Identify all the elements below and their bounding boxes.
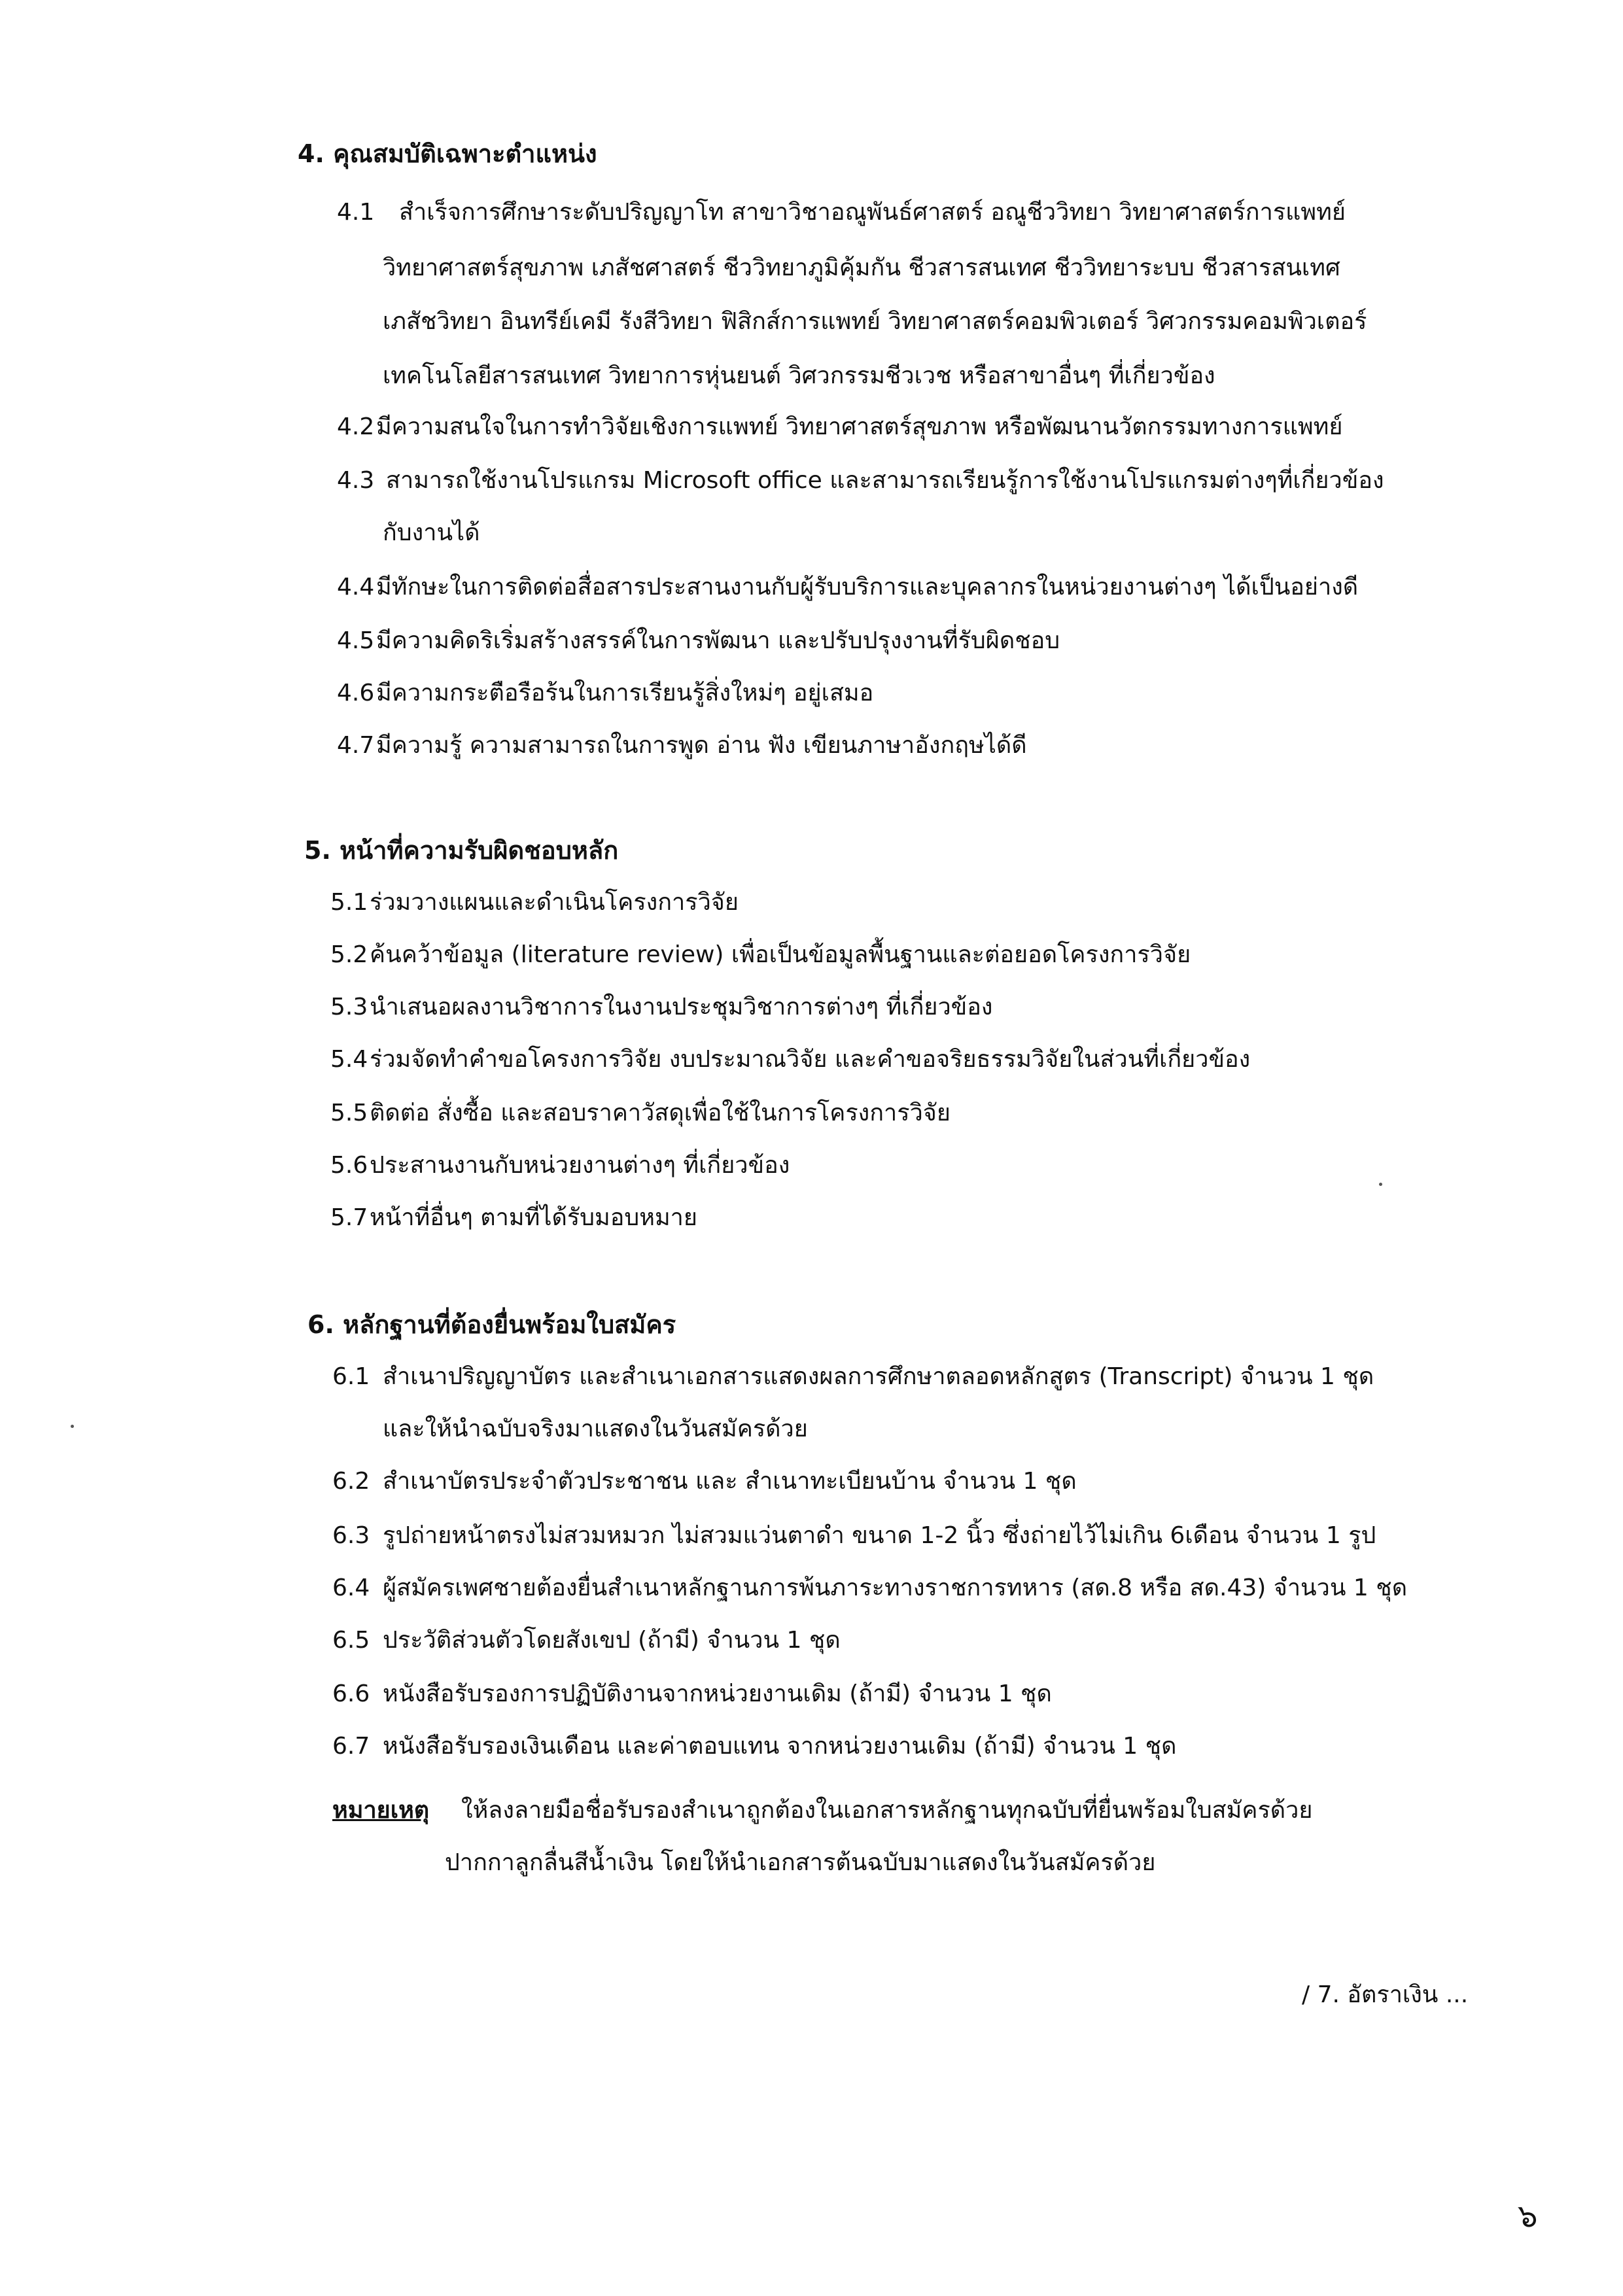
item-4-7-text: มีความรู้ ความสามารถในการพูด อ่าน ฟัง เขียนภาษาอังกฤษได้ดี: [376, 732, 1027, 759]
item-4-1-line-3: เภสัชวิทยา อินทรีย์เคมี รังสีวิทยา ฟิสิกส์การแพทย์ วิทยาศาสตร์คอมพิวเตอร์ วิศวกรรมคอมพิวเตอร์: [383, 308, 1367, 335]
scan-speck: [1379, 1183, 1382, 1186]
item-6-2-number: 6.2: [332, 1468, 370, 1495]
section-6-heading: 6. หลักฐานที่ต้องยื่นพร้อมใบสมัคร: [307, 1310, 676, 1339]
item-6-7-number: 6.7: [332, 1733, 370, 1760]
item-4-6-text: มีความกระตือรือร้นในการเรียนรู้สิ่งใหม่ๆ อยู่เสมอ: [376, 680, 874, 706]
item-4-5-text: มีความคิดริเริ่มสร้างสรรค์ในการพัฒนา และปรับปรุงงานที่รับผิดชอบ: [376, 627, 1060, 654]
continuation-text: / 7. อัตราเงิน ...: [1302, 1981, 1469, 2008]
item-4-2-text: มีความสนใจในการทำวิจัยเชิงการแพทย์ วิทยาศาสตร์สุขภาพ หรือพัฒนานวัตกรรมทางการแพทย์: [376, 413, 1343, 440]
item-5-7-number: 5.7: [330, 1204, 368, 1231]
item-5-5-text: ติดต่อ สั่งซื้อ และสอบราคาวัสดุเพื่อใช้ในการโครงการวิจัย: [370, 1100, 951, 1126]
item-4-3-number: 4.3: [337, 467, 375, 494]
item-4-3-line-1: สามารถใช้งานโปรแกรม Microsoft office และสามารถเรียนรู้การใช้งานโปรแกรมต่างๆที่เกี่ยวข้อง: [386, 467, 1384, 494]
item-6-1-line-2: และให้นำฉบับจริงมาแสดงในวันสมัครด้วย: [383, 1416, 808, 1442]
note-line-1: ให้ลงลายมือชื่อรับรองสำเนาถูกต้องในเอกสารหลักฐานทุกฉบับที่ยื่นพร้อมใบสมัครด้วย: [461, 1797, 1313, 1824]
item-5-3-text: นำเสนอผลงานวิชาการในงานประชุมวิชาการต่างๆ ที่เกี่ยวข้อง: [370, 994, 993, 1020]
item-5-3-number: 5.3: [330, 994, 368, 1020]
item-4-5-number: 4.5: [337, 627, 375, 654]
item-6-5-text: ประวัติส่วนตัวโดยสังเขป (ถ้ามี) จำนวน 1 ชุด: [383, 1627, 841, 1654]
item-6-6-number: 6.6: [332, 1680, 370, 1707]
item-4-1-number: 4.1: [337, 199, 375, 226]
item-5-7-text: หน้าที่อื่นๆ ตามที่ได้รับมอบหมาย: [370, 1204, 697, 1231]
item-6-4-number: 6.4: [332, 1574, 370, 1601]
item-6-6-text: หนังสือรับรองการปฏิบัติงานจากหน่วยงานเดิม (ถ้ามี) จำนวน 1 ชุด: [383, 1680, 1052, 1707]
item-4-7-number: 4.7: [337, 732, 375, 759]
item-4-6-number: 4.6: [337, 680, 375, 706]
item-4-1-line-2: วิทยาศาสตร์สุขภาพ เภสัชศาสตร์ ชีววิทยาภูมิคุ้มกัน ชีวสารสนเทศ ชีววิทยาระบบ ชีวสารสนเทศ: [383, 254, 1340, 281]
item-4-2-number: 4.2: [337, 413, 375, 440]
item-4-3-line-2: กับงานได้: [383, 519, 480, 546]
note-label: หมายเหตุ: [332, 1797, 430, 1824]
item-5-4-number: 5.4: [330, 1046, 368, 1073]
item-6-7-text: หนังสือรับรองเงินเดือน และค่าตอบแทน จากหน่วยงานเดิม (ถ้ามี) จำนวน 1 ชุด: [383, 1733, 1177, 1760]
page-number-mark: ๖: [1518, 2198, 1538, 2235]
item-4-1-line-1: สำเร็จการศึกษาระดับปริญญาโท สาขาวิชาอณูพันธ์ศาสตร์ อณูชีววิทยา วิทยาศาสตร์การแพทย์: [399, 199, 1346, 226]
item-6-3-number: 6.3: [332, 1522, 370, 1549]
scan-speck: [71, 1425, 74, 1428]
section-5-heading: 5. หน้าที่ความรับผิดชอบหลัก: [304, 836, 619, 865]
item-6-4-text: ผู้สมัครเพศชายต้องยื่นสำเนาหลักฐานการพ้นภาระทางราชการทหาร (สด.8 หรือ สด.43) จำนวน 1 ชุด: [383, 1574, 1408, 1601]
item-4-4-number: 4.4: [337, 574, 375, 600]
item-5-2-text: ค้นคว้าข้อมูล (literature review) เพื่อเป็นข้อมูลพื้นฐานและต่อยอดโครงการวิจัย: [370, 941, 1191, 968]
item-5-4-text: ร่วมจัดทำคำขอโครงการวิจัย งบประมาณวิจัย และคำขอจริยธรรมวิจัยในส่วนที่เกี่ยวข้อง: [370, 1046, 1251, 1073]
note-line-2: ปากกาลูกลื่นสีน้ำเงิน โดยให้นำเอกสารต้นฉบับมาแสดงในวันสมัครด้วย: [445, 1849, 1156, 1876]
item-5-1-text: ร่วมวางแผนและดำเนินโครงการวิจัย: [370, 889, 739, 916]
item-6-1-number: 6.1: [332, 1363, 370, 1390]
section-4-heading: 4. คุณสมบัติเฉพาะตำแหน่ง: [298, 139, 597, 168]
item-5-2-number: 5.2: [330, 941, 368, 968]
item-5-6-text: ประสานงานกับหน่วยงานต่างๆ ที่เกี่ยวข้อง: [370, 1152, 790, 1179]
item-6-1-line-1: สำเนาปริญญาบัตร และสำเนาเอกสารแสดงผลการศึกษาตลอดหลักสูตร (Transcript) จำนวน 1 ชุด: [383, 1363, 1374, 1390]
item-4-1-line-4: เทคโนโลยีสารสนเทศ วิทยาการหุ่นยนต์ วิศวกรรมชีวเวช หรือสาขาอื่นๆ ที่เกี่ยวข้อง: [383, 362, 1215, 389]
item-5-6-number: 5.6: [330, 1152, 368, 1179]
item-6-3-text: รูปถ่ายหน้าตรงไม่สวมหมวก ไม่สวมแว่นตาดำ ขนาด 1-2 นิ้ว ซึ่งถ่ายไว้ไม่เกิน 6เดือน จำนวน 1 รูป: [383, 1522, 1376, 1549]
item-6-2-text: สำเนาบัตรประจำตัวประชาชน และ สำเนาทะเบียนบ้าน จำนวน 1 ชุด: [383, 1468, 1077, 1495]
item-4-4-text: มีทักษะในการติดต่อสื่อสารประสานงานกับผู้รับบริการและบุคลากรในหน่วยงานต่างๆ ได้เป็นอย่างดี: [376, 574, 1359, 600]
item-5-5-number: 5.5: [330, 1100, 368, 1126]
item-5-1-number: 5.1: [330, 889, 368, 916]
item-6-5-number: 6.5: [332, 1627, 370, 1654]
